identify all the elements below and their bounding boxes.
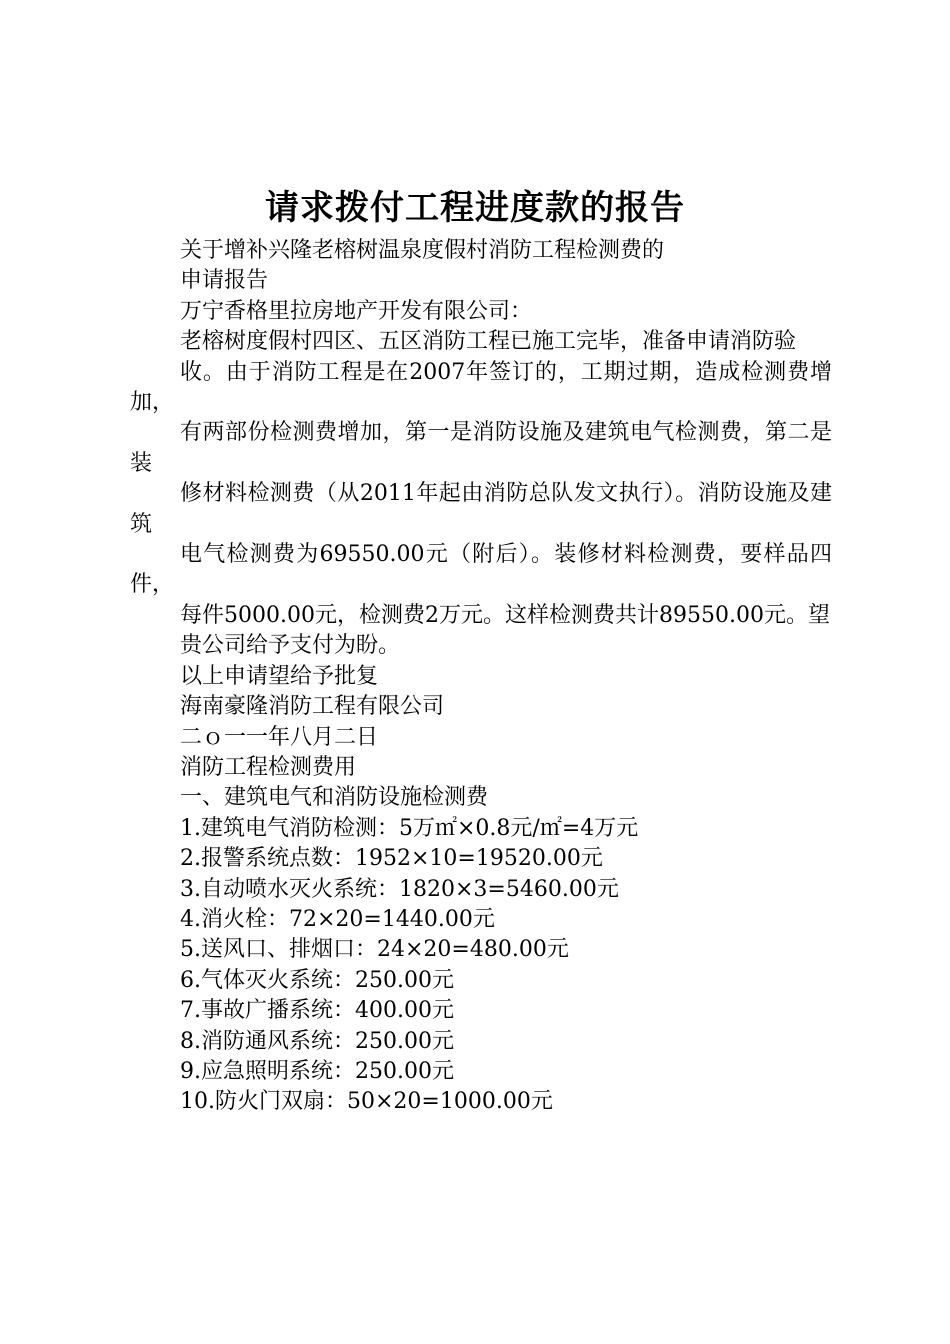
paragraph-body-5: 电气检测费为69550.00元（附后）。装修材料检测费，要样品四件， [130,542,832,598]
list-item-9: 9.应急照明系统：250.00元 [180,1058,454,1084]
paragraph-body-3: 有两部份检测费增加，第一是消防设施及建筑电气检测费，第二是装 [130,420,832,476]
paragraph-body-6: 每件5000.00元，检测费2万元。这样检测费共计89550.00元。望 [180,602,830,628]
paragraph-request: 以上申请望给予批复 [180,663,379,689]
paragraph-subject-line-1: 关于增补兴隆老榕树温泉度假村消防工程检测费的 [180,238,665,263]
paragraph-body-7: 贵公司给予支付为盼。 [180,633,401,659]
paragraph-recipient: 万宁香格里拉房地产开发有限公司： [180,298,533,324]
paragraph-date: 二ｏ一一年八月二日 [180,724,379,750]
list-item-1: 1.建筑电气消防检测：5万㎡×0.8元/㎡=4万元 [180,815,639,841]
paragraph-subject-line-2: 申请报告 [180,268,269,294]
paragraph-subsection-heading: 一、建筑电气和消防设施检测费 [180,785,489,811]
list-item-6: 6.气体灭火系统：250.00元 [180,967,454,993]
list-item-3: 3.自动喷水灭火系统：1820×3=5460.00元 [180,876,619,902]
list-item-5: 5.送风口、排烟口：24×20=480.00元 [180,937,569,963]
list-item-8: 8.消防通风系统：250.00元 [180,1028,454,1054]
paragraph-section-heading: 消防工程检测费用 [180,754,357,780]
document-title: 请求拨付工程进度款的报告 [265,188,685,228]
paragraph-body-4: 修材料检测费（从2011年起由消防总队发文执行）。消防设施及建筑 [130,481,832,537]
list-item-7: 7.事故广播系统：400.00元 [180,998,454,1024]
paragraph-signatory: 海南豪隆消防工程有限公司 [180,694,445,720]
list-item-2: 2.报警系统点数：1952×10=19520.00元 [180,846,603,872]
list-item-10: 10.防火门双扇：50×20=1000.00元 [180,1089,553,1115]
paragraph-body-2: 收。由于消防工程是在2007年签订的，工期过期，造成检测费增加， [130,359,832,416]
document-body [130,236,832,1118]
paragraph-body-1: 老榕树度假村四区、五区消防工程已施工完毕，准备申请消防验 [180,329,797,355]
list-item-4: 4.消火栓：72×20=1440.00元 [180,906,495,932]
